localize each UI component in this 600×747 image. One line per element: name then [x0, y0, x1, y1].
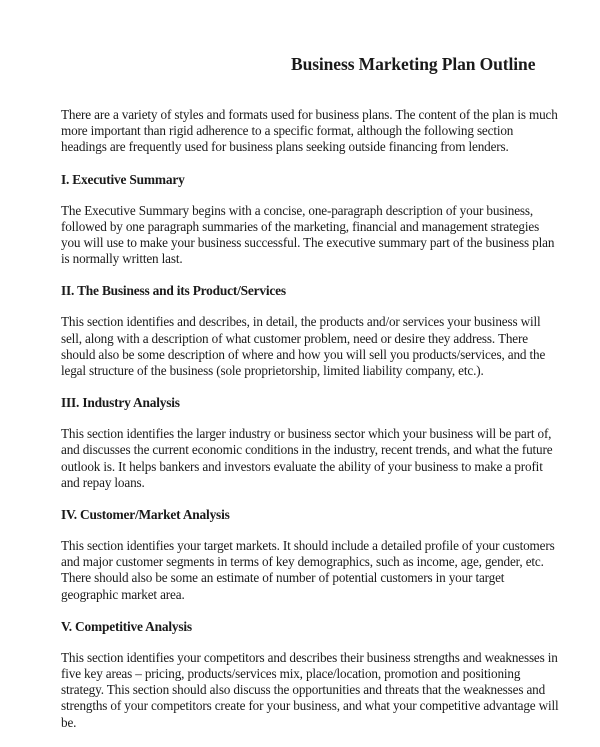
section-heading: V. Competitive Analysis	[61, 618, 192, 634]
section-business-products	[61, 283, 561, 379]
section-heading: IV. Customer/Market Analysis	[61, 507, 230, 523]
section-competitive-analysis	[61, 619, 561, 731]
section-body: This section identifies the larger industry or business sector which your business will be part of, and discusses the current economic conditions in the industry, recent trends, and what the future outlook is. It helps bankers and investors evaluate the ability of your business to make a profit and repay loans.	[61, 426, 553, 490]
section-body: This section identifies and describes, in detail, the products and/or services your business will sell, along with a description of what customer problem, need or desire they address. There should also be some description of where and how you will sell you products/services, and the legal structure of the business (sole proprietorship, limited liability company, etc.).	[61, 314, 546, 379]
section-customer-market-analysis	[61, 507, 561, 603]
section-body: The Executive Summary begins with a concise, one-paragraph description of your business, followed by one paragraph summaries of the marketing, financial and management strategies you will use to make your business successful. The executive summary part of the business plan is normally written last.	[61, 202, 555, 267]
section-industry-analysis	[61, 395, 561, 491]
section-heading: I. Executive Summary	[61, 171, 185, 187]
section-heading: III. Industry Analysis	[61, 395, 180, 411]
section-executive-summary	[61, 172, 561, 268]
document-body	[61, 107, 561, 747]
intro-paragraph: There are a variety of styles and formats used for business plans. The content of the plan is much more important than rigid adherence to a specific format, although the following section headings are frequently used for business plans seeking outside financing from lenders.	[61, 107, 558, 155]
section-body: This section identifies your target markets. It should include a detailed profile of your customers and major customer segments in terms of key demographics, such as income, age, gender, etc. There should also be some an estimate of number of potential customers in your target geographic market area.	[61, 538, 555, 602]
section-heading: II. The Business and its Product/Services	[61, 283, 286, 299]
document-title: Business Marketing Plan Outline	[291, 54, 536, 74]
section-body: This section identifies your competitors and describes their business strengths and weaknesses in five key areas – pricing, products/services mix, place/location, promotion and positioning strategy. This section should also discuss the opportunities and threats that the weaknesses and strengths of your competitors create for your business, and what your competitive advantage will be.	[61, 649, 559, 730]
